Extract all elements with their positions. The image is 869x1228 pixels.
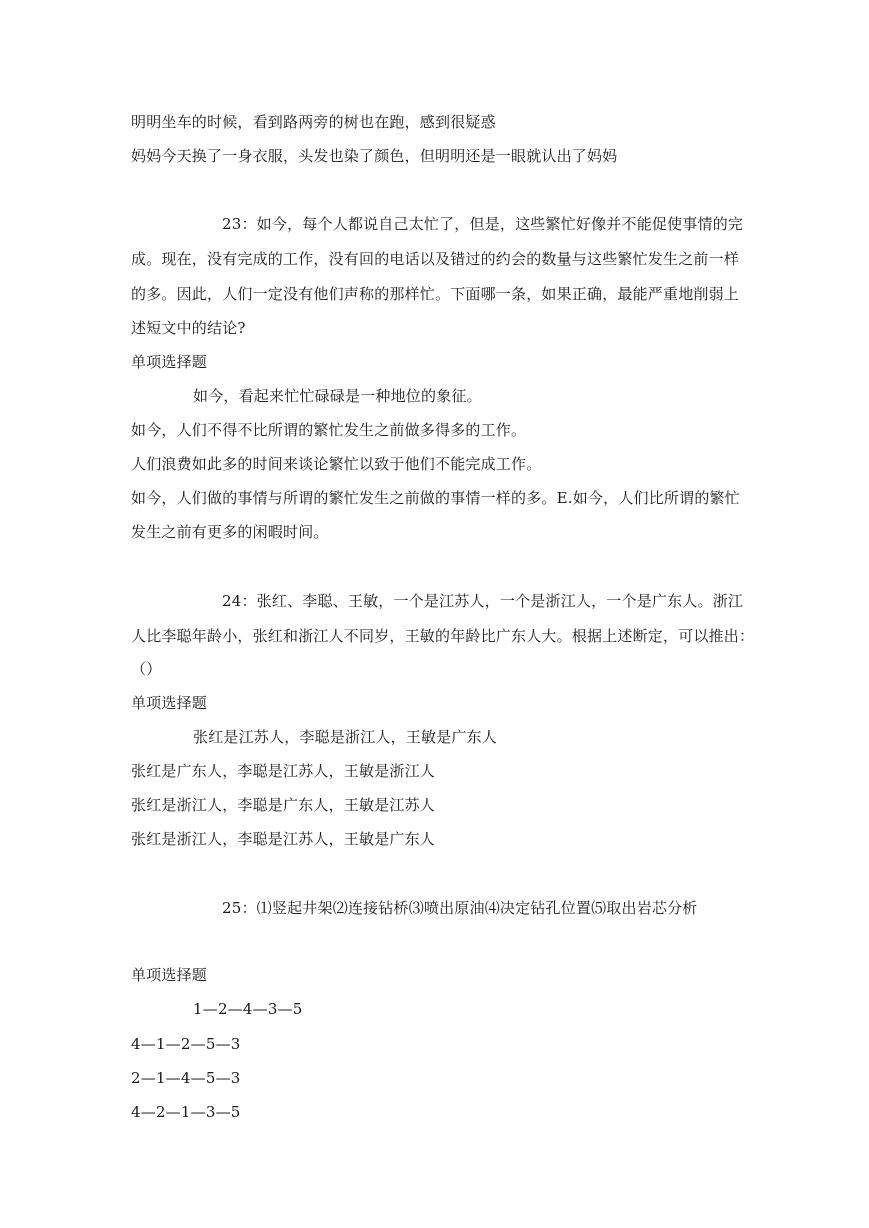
question-25-option: 4—2—1—3—5 bbox=[131, 1103, 241, 1121]
question-24-option: 张红是浙江人，李聪是江苏人，王敏是广东人 bbox=[131, 830, 436, 848]
question-23-text: 的多。因此，人们一定没有他们声称的那样忙。下面哪一条，如果正确，最能严重地削弱上 bbox=[131, 285, 740, 303]
question-23-text: 述短文中的结论? bbox=[131, 319, 246, 337]
question-23-type: 单项选择题 bbox=[131, 353, 208, 371]
question-25-option: 2—1—4—5—3 bbox=[131, 1069, 241, 1087]
question-25-text: 25：⑴竖起井架⑵连接钻桥⑶喷出原油⑷决定钻孔位置⑸取出岩芯分析 bbox=[222, 899, 698, 917]
question-23-text: 23：如今，每个人都说自己太忙了，但是，这些繁忙好像并不能促使事情的完 bbox=[222, 215, 744, 233]
question-24-option: 张红是广东人，李聪是江苏人，王敏是浙江人 bbox=[131, 762, 436, 780]
question-23-option: 如今，看起来忙忙碌碌是一种地位的象征。 bbox=[193, 387, 482, 405]
question-23-option: 如今，人们不得不比所谓的繁忙发生之前做多得多的工作。 bbox=[131, 421, 527, 439]
intro-line: 妈妈今天换了一身衣服，头发也染了颜色，但明明还是一眼就认出了妈妈 bbox=[131, 147, 618, 165]
question-23-option: 如今，人们做的事情与所谓的繁忙发生之前做的事情一样的多。E.如今，人们比所谓的繁忙 bbox=[131, 489, 740, 507]
question-23-option: 人们浪费如此多的时间来谈论繁忙以致于他们不能完成工作。 bbox=[131, 455, 542, 473]
question-25-option: 4—1—2—5—3 bbox=[131, 1035, 241, 1053]
question-24-option: 张红是江苏人，李聪是浙江人，王敏是广东人 bbox=[193, 728, 498, 746]
question-25-type: 单项选择题 bbox=[131, 966, 208, 984]
intro-line: 明明坐车的时候，看到路两旁的树也在跑，感到很疑惑 bbox=[131, 113, 496, 131]
question-23-option: 发生之前有更多的闲暇时间。 bbox=[131, 523, 329, 541]
question-24-text: 人比李聪年龄小，张红和浙江人不同岁，王敏的年龄比广东人大。根据上述断定，可以推出： bbox=[131, 627, 755, 645]
question-24-text: （） bbox=[131, 660, 162, 678]
question-25-option: 1—2—4—3—5 bbox=[193, 1000, 303, 1018]
question-23-text: 成。现在，没有完成的工作，没有回的电话以及错过的约会的数量与这些繁忙发生之前一样 bbox=[131, 250, 740, 268]
question-24-option: 张红是浙江人，李聪是广东人，王敏是江苏人 bbox=[131, 796, 436, 814]
question-24-type: 单项选择题 bbox=[131, 694, 208, 712]
question-24-text: 24：张红、李聪、王敏，一个是江苏人，一个是浙江人，一个是广东人。浙江 bbox=[222, 592, 744, 610]
